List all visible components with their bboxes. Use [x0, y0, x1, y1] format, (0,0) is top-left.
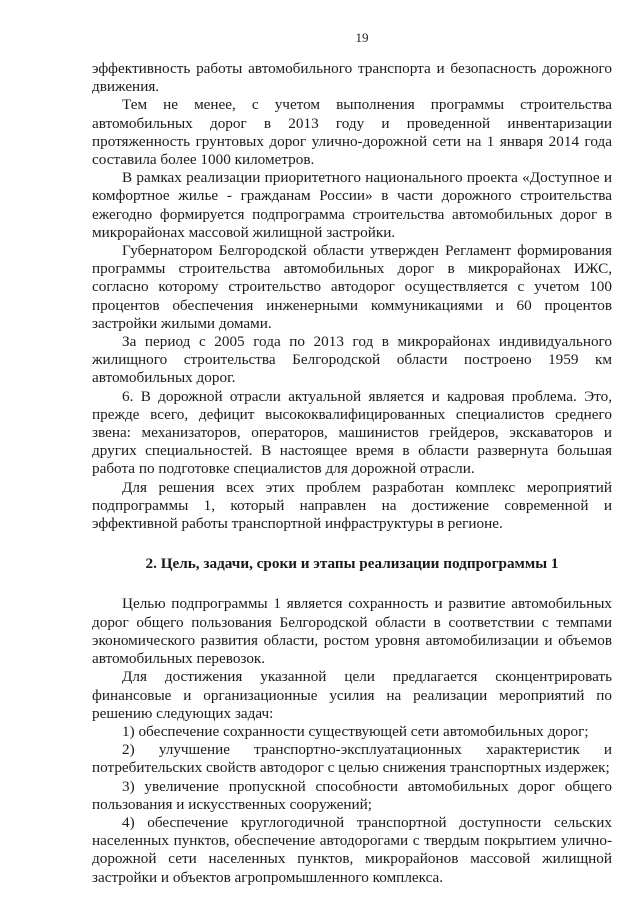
paragraph: Тем не менее, с учетом выполнения программы строительства автомобильных дорог в 2013 году и проведенной инвентаризации протяженность грунтовых дорог улично-дорожной сети на 1 января 2014 года составила более 1000 километров.: [92, 96, 612, 169]
paragraph: эффективность работы автомобильного транспорта и безопасность дорожного движения.: [92, 60, 612, 96]
paragraph: Губернатором Белгородской области утвержден Регламент формирования программы строительства автомобильных дорог в микрорайонах ИЖС, согласно которому строительство автодорог осуществляется с учетом 100 процентов обеспечения инженерными коммуникациями и 60 процентов застройки жилыми домами.: [92, 242, 612, 332]
list-item: 2) улучшение транспортно-эксплуатационных характеристик и потребительских свойств автодорог с целью снижения транспортных издержек;: [92, 741, 612, 777]
paragraph: За период с 2005 года по 2013 год в микрорайонах индивидуального жилищного строительства Белгородской области построено 1959 км автомобильных дорог.: [92, 333, 612, 387]
list-item: 3) увеличение пропускной способности автомобильных дорог общего пользования и искусственных сооружений;: [92, 777, 612, 813]
paragraph: Целью подпрограммы 1 является сохранность и развитие автомобильных дорог общего пользования Белгородской области в соответствии с темпами экономического развития области, ростом уровня автомобилизации и объемов автомобильных перевозок.: [92, 595, 612, 668]
list-item: 4) обеспечение круглогодичной транспортной доступности сельских населенных пунктов, обеспечение автодорогами с твердым покрытием улично-дорожной сети населенных пунктов, микрорайонов массовой жилищной застройки и объектов агропромышленного комплекса.: [92, 813, 612, 886]
paragraph: Для решения всех этих проблем разработан комплекс мероприятий подпрограммы 1, который направлен на достижение современной и эффективной работы транспортной инфраструктуры в регионе.: [92, 478, 612, 533]
body-text-before: [92, 60, 612, 533]
paragraph: Для достижения указанной цели предлагается сконцентрировать финансовые и организационные усилия на реализации мероприятий по решению следующих задач:: [92, 668, 612, 722]
list-item: 1) обеспечение сохранности существующей сети автомобильных дорог;: [122, 722, 589, 740]
body-text-after: [92, 595, 612, 886]
document-page: [92, 30, 612, 887]
paragraph: В рамках реализации приоритетного национального проекта «Доступное и комфортное жилье - гражданам России» в части дорожного строительства ежегодно формируется подпрограмма строительства автомобильных дорог в микрорайонах массовой жилищной застройки.: [92, 169, 612, 241]
paragraph: 6. В дорожной отрасли актуальной является и кадровая проблема. Это, прежде всего, дефицит высококвалифицированных специалистов среднего звена: механизаторов, операторов, машинистов грейдеров, экскаваторов и других специальностей. В настоящее время в области развернута большая работа по подготовке специалистов для дорожной отрасли.: [92, 387, 612, 478]
section-heading: 2. Цель, задачи, сроки и этапы реализации подпрограммы 1: [145, 555, 559, 573]
page-number: 19: [355, 30, 369, 45]
